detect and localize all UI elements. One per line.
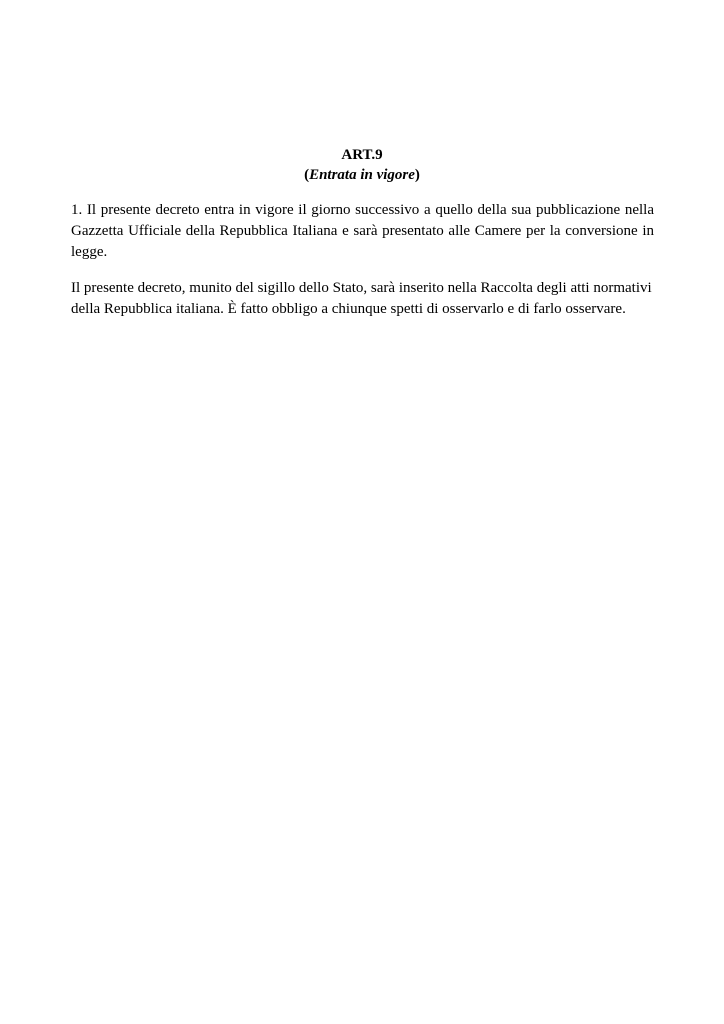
article-subtitle (0, 165, 724, 185)
paragraph-closing-formula: Il presente decreto, munito del sigillo dello Stato, sarà inserito nella Raccolta degli atti normativi della Repubblica italiana. È fatto obbligo a chiunque spetti di osservarlo e di farlo osservare. (71, 280, 652, 317)
paragraph-entry-into-force: 1. Il presente decreto entra in vigore il giorno successivo a quello della sua pubblicazione nella Gazzetta Ufficiale della Repubblica Italiana e sarà presentato alle Camere per la conversione in legge. (71, 202, 654, 260)
subtitle-close-paren: ) (414, 167, 420, 183)
article-heading (0, 145, 724, 185)
article-number: ART.9 (341, 147, 383, 163)
article-subtitle-text: Entrata in vigore (309, 167, 415, 183)
subtitle-open-paren: ( (304, 167, 310, 183)
